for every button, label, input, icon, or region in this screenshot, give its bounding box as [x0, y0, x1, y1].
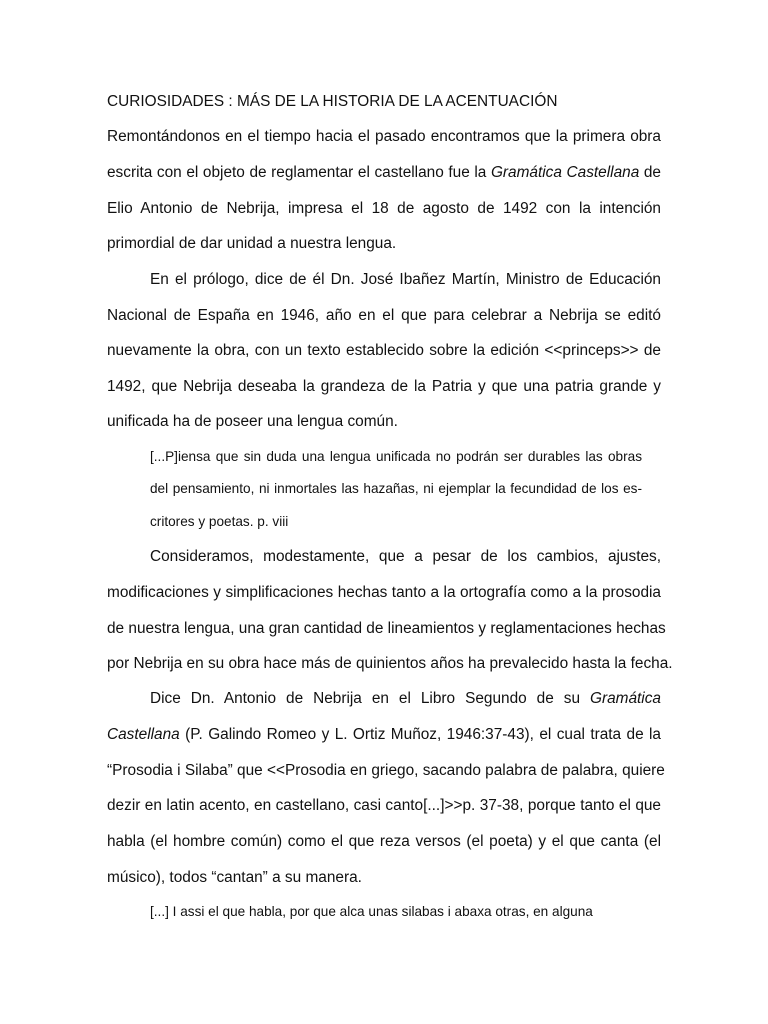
paragraph-4-line-4: dezir en latin acento, en castellano, casi canto[...]>>p. 37-38, porque tanto el que: [107, 797, 661, 814]
paragraph-2-line-3: nuevamente la obra, con un texto establecido sobre la edición <<princeps>> de: [107, 342, 661, 359]
paragraph-4-line-1: Dice Dn. Antonio de Nebrija en el Libro Segundo de su Gramática: [150, 690, 661, 707]
paragraph-1-line-4: primordial de dar unidad a nuestra lengua.: [107, 235, 397, 252]
paragraph-1-line-3: Elio Antonio de Nebrija, impresa el 18 de agosto de 1492 con la intención: [107, 200, 661, 217]
book-title-gramatica-castellana: Gramática Castellana: [490, 164, 640, 181]
paragraph-2-line-1: En el prólogo, dice de él Dn. José Ibañez Martín, Ministro de Educación: [150, 271, 661, 288]
paragraph-2-line-2: Nacional de España en 1946, año en el que para celebrar a Nebrija se editó: [107, 307, 661, 324]
paragraph-3-line-1: Consideramos, modestamente, que a pesar de los cambios, ajustes,: [150, 548, 661, 565]
paragraph-1-line-2: escrita con el objeto de reglamentar el castellano fue la Gramática Castellana de: [107, 164, 661, 181]
paragraph-2-line-5: unificada ha de poseer una lengua común.: [107, 413, 398, 430]
paragraph-4-line-2: Castellana (P. Galindo Romeo y L. Ortiz Muñoz, 1946:37-43), el cual trata de la: [107, 726, 661, 743]
paragraph-4-line-3: “Prosodia i Silaba” que <<Prosodia en griego, sacando palabra de palabra, quiere: [107, 762, 665, 779]
book-title-castellana: Castellana: [107, 726, 180, 743]
paragraph-4-line-6: músico), todos “cantan” a su manera.: [107, 869, 362, 886]
paragraph-3-line-3: de nuestra lengua, una gran cantidad de lineamientos y reglamentaciones hechas: [107, 620, 666, 637]
quote-1-line-2: del pensamiento, ni inmortales las hazañas, ni ejemplar la fecundidad de los es-: [150, 481, 642, 496]
quote-2-line-1: [...] I assi el que habla, por que alca unas silabas i abaxa otras, en alguna: [150, 904, 593, 919]
paragraph-3-line-4: por Nebrija en su obra hace más de quinientos años ha prevalecido hasta la fecha.: [107, 655, 673, 672]
book-title-gramatica: Gramática: [590, 690, 661, 707]
paragraph-2-line-4: 1492, que Nebrija deseaba la grandeza de la Patria y que una patria grande y: [107, 378, 661, 395]
document-title: CURIOSIDADES : MÁS DE LA HISTORIA DE LA ACENTUACIÓN: [107, 93, 558, 110]
paragraph-4-line-5: habla (el hombre común) como el que reza versos (el poeta) y el que canta (el: [107, 833, 661, 850]
quote-1-line-3: critores y poetas. p. viii: [150, 514, 289, 529]
paragraph-1-line-1: Remontándonos en el tiempo hacia el pasado encontramos que la primera obra: [107, 128, 661, 145]
quote-1-line-1: [...P]iensa que sin duda una lengua unificada no podrán ser durables las obras: [150, 449, 642, 464]
paragraph-3-line-2: modificaciones y simplificaciones hechas tanto a la ortografía como a la prosodia: [107, 584, 661, 601]
